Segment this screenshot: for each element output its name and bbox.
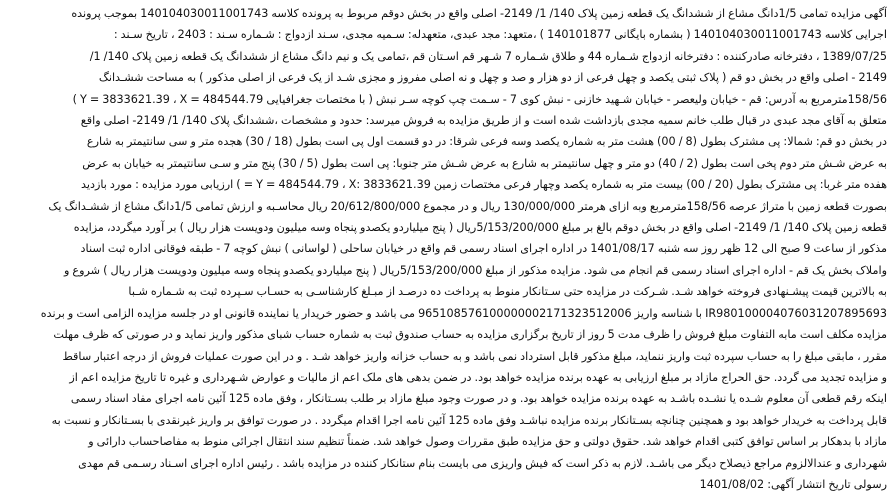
notice-line: اینکه رقم قطعی آن معلوم شـده یا نشـده باشـد به عهده برنده مزایده خواهد بود. و در صورت وجود مبلغ مازاد بر طلب بسـتانکار ، وفق ماده 125 آئین نامه اجرای مفاد اسناد رسمی — [70, 392, 887, 406]
notice-line: 158/56مترمربع به آدرس: قم - خیابان ولیعصر - خیابان شـهید خازنی - نبش کوی 7 - سـمت چپ کوچه سـر نبش ( با مختصات جغرافیایی Y = 3833621.39 ، X = 484544.79 ) — [72, 92, 887, 106]
notice-line: 1389/07/25 ، دفترخانه صادرکننده : دفترخانه ازدواج شـماره 44 و طلاق شـماره 7 شـهر قم اسـتان قم ،تمامی یک و نیم دانگ مشاع از ششدانگ یک قطعه زمین پلاک 140/ 1/ — [89, 49, 887, 63]
notice-line: IR980100004076031207895693 با شناسه واریز 965108576100000002171323512006 می باشد و حضور خریدار یا نماینده قانونی او در جلسه مزایده الزامی است و برنده — [40, 306, 887, 320]
notice-line: به عرض شـش متر دوم پخی است بطول (2 / 40) دو متر و چهل سانتیمتر به شارع به عرض شـش متر جنوبا: پی است بطول (5 / 30) پنج متر و سـی سانتیمتر به خیابان به عرض — [82, 156, 887, 170]
notice-line: رسولی تاریخ انتشار آگهی: 1401/08/02 — [699, 477, 887, 491]
notice-line: قطعه زمین پلاک 140/ 1/ 2149- اصلی واقع در بخش دوقم بالغ بر مبلغ 5/153/200/000ریال ( پنج میلیاردو یکصدو پنجاه وسه میلیون ودویست هزار ریال ) بر آورد میگردد، مزایده — [73, 221, 887, 235]
notice-line: اجرایی کلاسه 140104030011001743 ( بشماره بایگانی 140101877 ) ،متعهد: مجد عبدی، متعهدله: سـمیه مجدی، سـند ازدواج : شـماره سـند : 2403 ، تاریخ سـند : — [113, 28, 887, 42]
notice-line: متعلق به آقای مجد عبدی در قبال طلب خانم سمیه مجدی بازداشت شده است و از طریق مزایده به فروش میرسد: حدود و مشخصات ،ششدانگ پلاک 140/ 1/ 2149- اصلی واقع — [80, 114, 887, 128]
notice-line: هفده متر غربا: پی مشترک بطول (20 / 00) بیست متر به شماره یکصد وچهار فرعی مختصات زمین 3833621.39 :Y = 484544.79 ، X = ) ارزیابی مورد مزایده : مورد بازدید — [80, 178, 887, 192]
notice-line: مازاد با بدهکار بر اساس توافق کتبی اقدام خواهد شد. حقوق دولتی و حق مزایده طبق مقررات وصول خواهد شد. ضمناً تنظیم سند انتقال اجرائی منوط به مفاصاحساب دارائی و — [88, 435, 887, 449]
notice-line: به بالاترین قیمت پیشـنهادی فروخته خواهد شـد. شـرکت در مزایده حتی سـتانکار منوط به پرداخت ده درصـد از مبـلغ کارشناسـی به حسـاب سـپرده ثبت به شـماره شـبا — [128, 285, 887, 299]
notice-line: مزایده مکلف است مابه التفاوت مبلغ فروش را ظرف مدت 5 روز از تاریخ برگزاری مزایده به حساب صندوق ثبت به شماره حساب شبای مذکور واریز نماید و در صورتی که ظرف مهلت — [53, 328, 887, 342]
notice-line: بصورت قطعه زمین با متراژ عرصه 158/56مترمربع وبه ازای هرمتر 130/000/000 ریال و در مجموع 20/612/800/000 ریال محاسـبه و ارزش تمامی 1/5دانگ مشاع از ششـدانگ یک — [48, 199, 887, 213]
notice-line: مذکور از ساعت 9 صبح الی 12 ظهر روز سه شنبه 1401/08/17 در اداره اجرای اسناد رسمی قم واقع در خیابان ساحلی ( لواسانی ) نبش کوچه 7 - طبقه فوقانی اداره ثبت اسناد — [80, 242, 887, 256]
auction-notice-text — [8, 3, 887, 495]
notice-line: مقرر ، مابقی مبلغ را به حساب سپرده ثبت واریز ننماید، مبلغ مذکور قابل استرداد نمی باشد و به حساب خزانه واریز خواهد شـد . و در این صورت عملیات فروش از درجه اعتبار ساقط — [62, 349, 887, 363]
notice-line: و مزایده تجدید می گردد. حق الحراج مازاد بر مبلغ ارزیابی به عهده برنده مزایده خواهد بود. در ضمن بدهی های ملک اعم از مالیات و عوارض شـهرداری و غیره تا تاریخ مزایده اعم از — [69, 370, 887, 384]
notice-line: قابل پرداخت به خریدار خواهد بود و همچنین چنانچه بسـتانکار برنده مزایده نباشـد وفق ماده 125 آئین نامه اجرا اقدام میگردد . در صورت توافق بر واریز غیرنقدی با بسـتانکار و نسبت به — [51, 413, 887, 427]
notice-line: شهرداری و عندالالزوم مراجع ذیصلاح دیگر می باشـد. لازم به ذکر است که فیش واریزی می بایست بنام ستانکار کننده در مزایده باشد . رئیس اداره اجرای اسـناد رسـمی قم مهدی — [78, 456, 887, 470]
notice-line: در بخش دو قم: شمالا: پی مشترک بطول (8 / 00) هشت متر به شماره یکصد وسه فرعی شرقا: در دو قسمت اول پی است بطول (18 / 30) هجده متر و سی سانتیمتر به شارع — [86, 135, 887, 149]
notice-line: آگهی مزایده تمامی 1/5دانگ مشاع از ششدانگ یک قطعه زمین پلاک 140/ 1/ 2149- اصلی واقع در بخش دوقم مربوط به پرونده کلاسه 140104030011001743 بموجب پرونده — [71, 7, 887, 20]
notice-line: واملاک بخش یک قم - اداره اجرای اسناد رسمی قم انجام می شود. مزایده مذکور از مبلغ 5/153/200/000ریال ( پنج میلیاردو یکصدو پنجاه وسه میلیون ودویست هزار ریال ) شروع و — [63, 263, 887, 277]
notice-line: 2149 - اصلی واقع در بخش دو قم ( پلاک ثبتی یکصد و چهل فرعی از دو هزار و صد و چهل و نه اصلی مفروز و مجزی شـد از یک فرعی از اصلی مذکور ) به مساحت ششـدانگ — [98, 71, 887, 85]
